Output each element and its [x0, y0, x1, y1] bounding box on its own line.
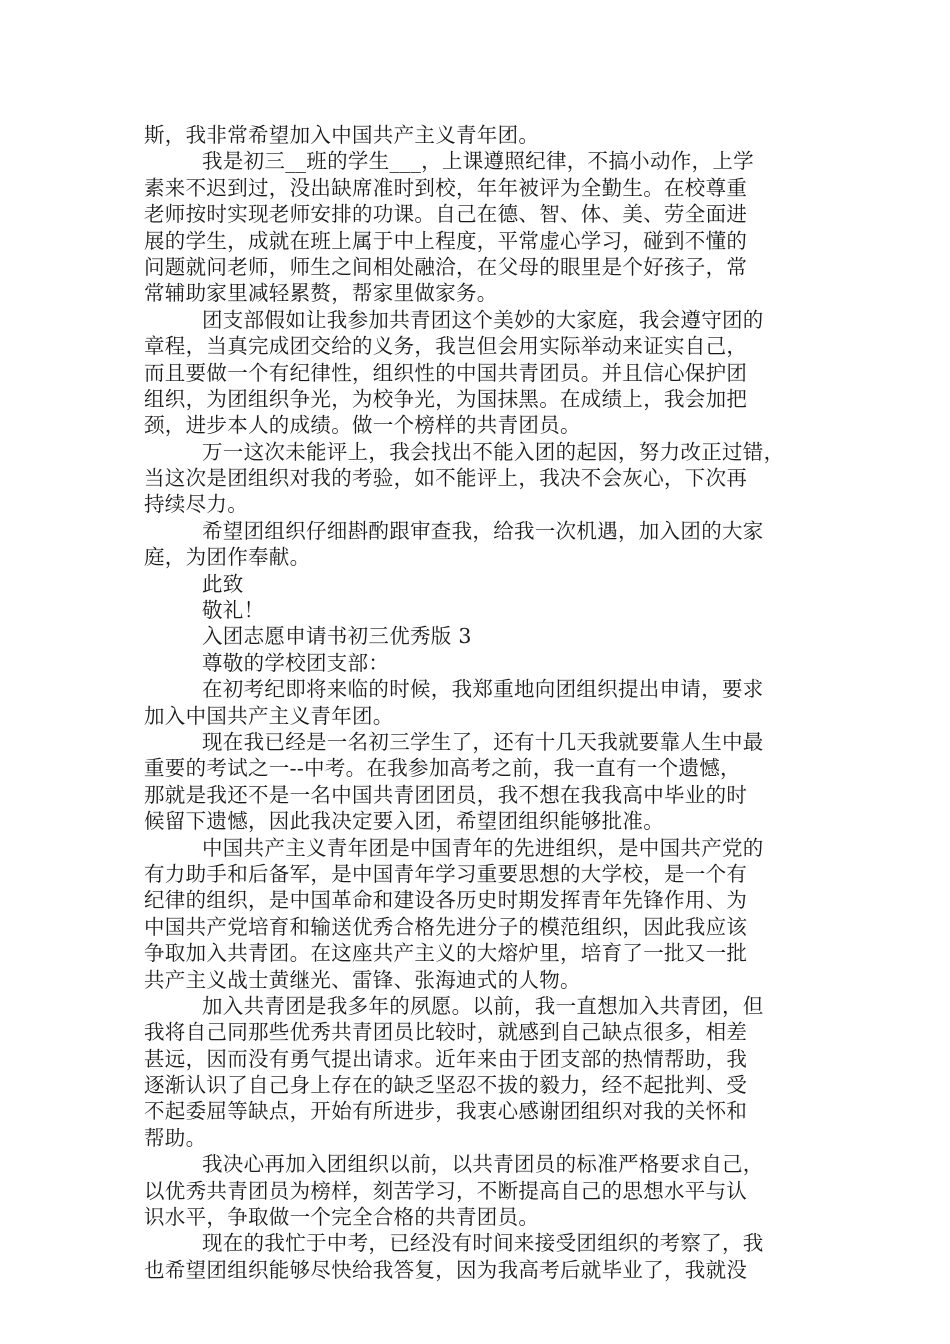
text-line: 我是初三__班的学生___，上课遵照纪律，不搞小动作，上学: [202, 149, 754, 174]
text-line: 团支部假如让我参加共青团这个美妙的大家庭，我会遵守团的: [202, 307, 764, 332]
text-line: 中国共产党培育和输送优秀合格先进分子的模范组织，因此我应该: [144, 914, 748, 939]
text-line: 现在的我忙于中考，已经没有时间来接受团组织的考察了，我: [202, 1231, 764, 1256]
text-line: 帮助。: [144, 1125, 207, 1150]
text-line: 也希望团组织能够尽快给我答复，因为我高考后就毕业了，我就没: [144, 1257, 748, 1282]
text-line: 中国共产主义青年团是中国青年的先进组织，是中国共产党的: [202, 835, 764, 860]
text-line: 重要的考试之一--中考。在我参加高考之前，我一直有一个遗憾，: [144, 756, 741, 781]
text-line: 我将自己同那些优秀共青团员比较时，就感到自己缺点很多，相差: [144, 1020, 748, 1045]
text-line: 共产主义战士黄继光、雷锋、张海迪式的人物。: [144, 967, 581, 992]
text-line: 斯，我非常希望加入中国共产主义青年团。: [144, 123, 540, 147]
text-line: 候留下遗憾，因此我决定要入团，希望团组织能够批准。: [144, 809, 664, 834]
text-line: 希望团组织仔细斟酌跟审查我，给我一次机遇，加入团的大家: [202, 518, 764, 543]
text-line: 而且要做一个有纪律性，组织性的中国共青团员。并且信心保护团: [144, 360, 748, 385]
text-line: 此致: [202, 571, 244, 596]
text-line: 那就是我还不是一名中国共青团团员，我不想在我我高中毕业的时: [144, 782, 748, 807]
text-line: 争取加入共青团。在这座共产主义的大熔炉里，培育了一批又一批: [144, 941, 748, 966]
text-line: 庭，为团作奉献。: [144, 545, 311, 570]
text-line: 不起委屈等缺点，开始有所进步，我衷心感谢团组织对我的关怀和: [144, 1099, 748, 1124]
text-line: 我决心再加入团组织以前，以共青团员的标准严格要求自己，: [202, 1152, 764, 1177]
text-line: 老师按时实现老师安排的功课。自己在德、智、体、美、劳全面进: [144, 202, 748, 227]
text-line: 万一这次未能评上，我会找出不能入团的起因，努力改正过错，: [202, 439, 785, 464]
text-line: 以优秀共青团员为榜样，刻苦学习，不断提高自己的思想水平与认: [144, 1178, 748, 1203]
text-line: 甚远，因而没有勇气提出请求。近年来由于团支部的热情帮助，我: [144, 1046, 748, 1071]
text-line: 颈，进步本人的成绩。做一个榜样的共青团员。: [144, 413, 581, 438]
text-line: 有力助手和后备军，是中国青年学习重要思想的大学校，是一个有: [144, 861, 748, 886]
document-page: [144, 122, 824, 1283]
text-line: 敬礼！: [202, 598, 265, 623]
text-line: 逐渐认识了自己身上存在的缺乏坚忍不拔的毅力，经不起批判、受: [144, 1073, 748, 1098]
text-line: 在初考纪即将来临的时候，我郑重地向团组织提出申请，要求: [202, 677, 764, 702]
text-line: 素来不迟到过，没出缺席准时到校，年年被评为全勤生。在校尊重: [144, 175, 748, 200]
text-line: 加入共青团是我多年的夙愿。以前，我一直想加入共青团，但: [202, 993, 764, 1018]
text-line: 持续尽力。: [144, 492, 248, 517]
text-line: 组织，为团组织争光，为校争光，为国抹黑。在成绩上，我会加把: [144, 386, 748, 411]
text-line: 尊敬的学校团支部：: [202, 650, 390, 675]
text-line: 问题就问老师，师生之间相处融洽，在父母的眼里是个好孩子，常: [144, 254, 748, 279]
text-line: 纪律的组织，是中国革命和建设各历史时期发挥青年先锋作用、为: [144, 888, 748, 913]
text-line: 识水平，争取做一个完全合格的共青团员。: [144, 1205, 540, 1230]
text-line: 现在我已经是一名初三学生了，还有十几天我就要靠人生中最: [202, 729, 764, 754]
text-line: 常辅助家里减轻累赘，帮家里做家务。: [144, 281, 498, 306]
text-line: 章程，当真完成团交给的义务，我岂但会用实际举动来证实自己，: [144, 334, 748, 359]
text-line: 当这次是团组织对我的考验，如不能评上，我决不会灰心，下次再: [144, 466, 748, 491]
text-line: 入团志愿申请书初三优秀版 3: [202, 624, 472, 649]
text-line: 加入中国共产主义青年团。: [144, 703, 394, 728]
text-line: 展的学生，成就在班上属于中上程度，平常虚心学习，碰到不懂的: [144, 228, 748, 253]
